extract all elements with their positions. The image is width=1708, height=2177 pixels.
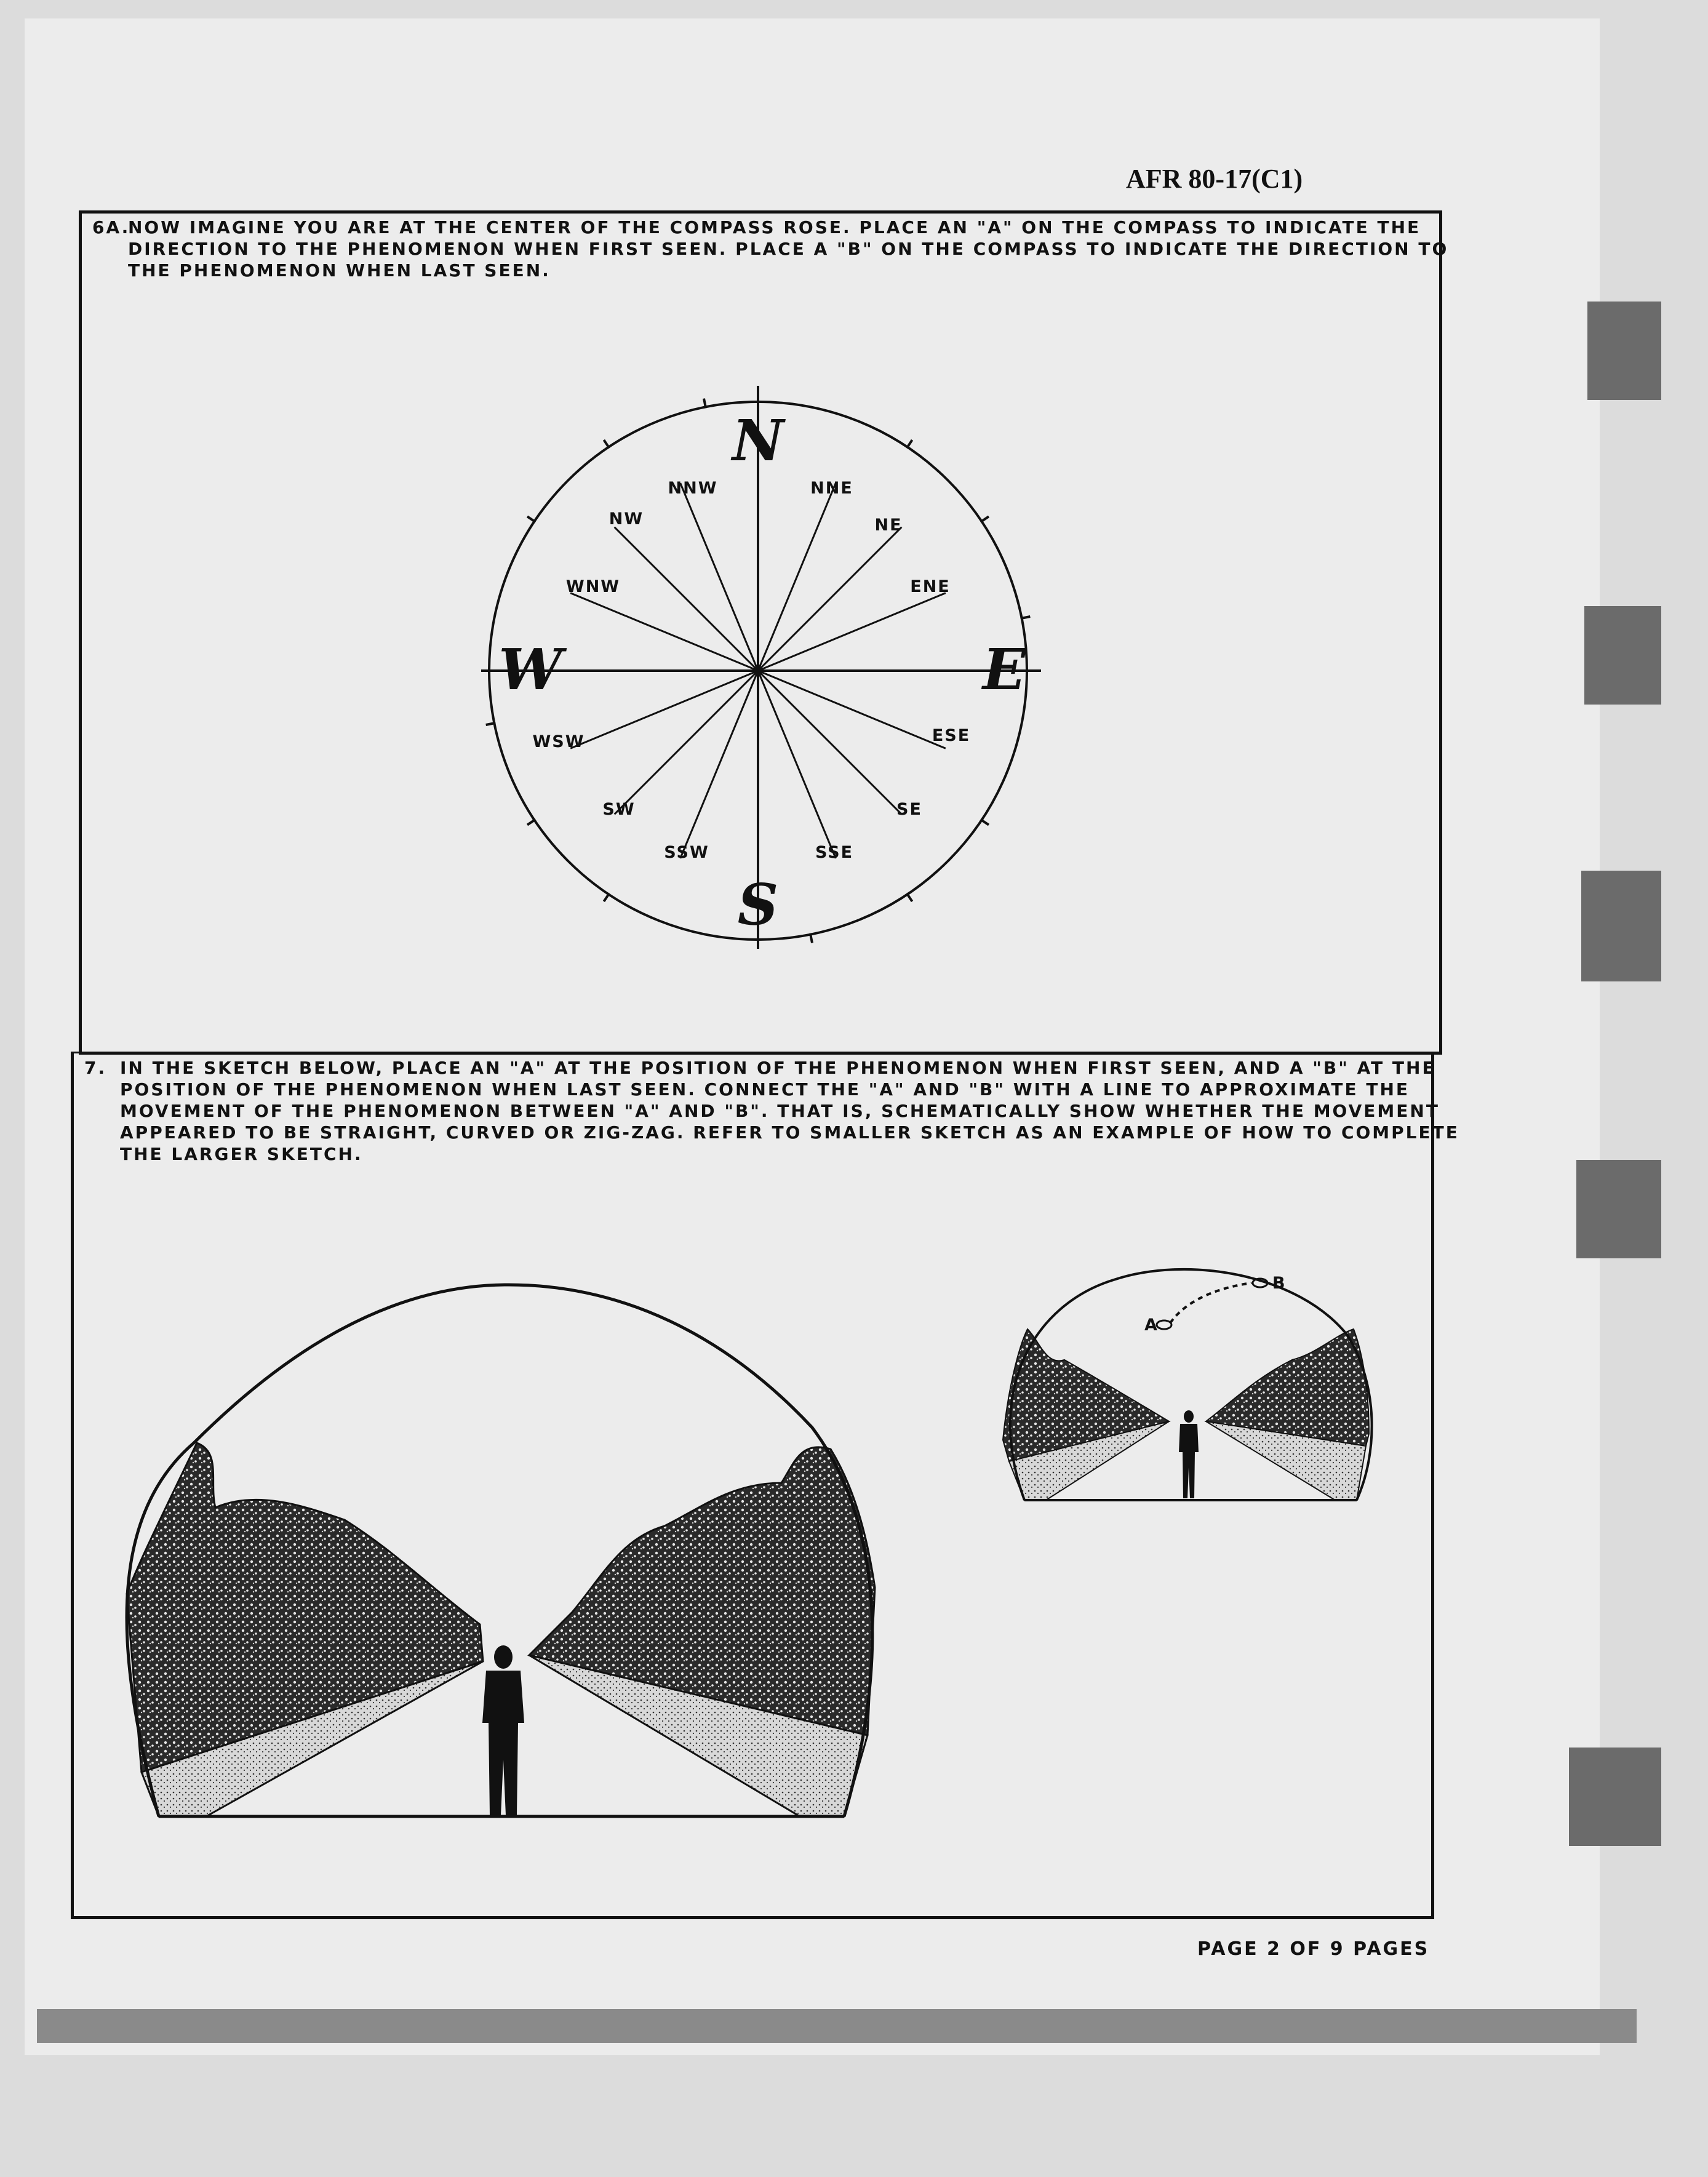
instruction-line: NOW IMAGINE YOU ARE AT THE CENTER OF THE COMPASS ROSE. PLACE AN "A" ON THE COMPASS TO INDICATE THE — [128, 217, 1421, 238]
compass-label-se: SE — [896, 800, 922, 819]
compass-label-n: N — [732, 407, 784, 474]
compass-label-ne: NE — [874, 516, 903, 535]
instruction-line: APPEARED TO BE STRAIGHT, CURVED OR ZIG-ZAG. REFER TO SMALLER SKETCH AS AN EXAMPLE OF HOW TO COMPLETE — [120, 1122, 1459, 1143]
example-label-b: B — [1272, 1274, 1287, 1293]
large-sketch[interactable] — [123, 1285, 880, 1816]
compass-label-nw: NW — [609, 509, 644, 529]
instruction-line: THE PHENOMENON WHEN LAST SEEN. — [128, 260, 551, 281]
compass-label-e: E — [982, 636, 1026, 703]
instruction-line: DIRECTION TO THE PHENOMENON WHEN FIRST SEEN. PLACE A "B" ON THE COMPASS TO INDICATE THE DIRECTION TO — [128, 239, 1449, 259]
compass-label-ssw: SSW — [664, 843, 709, 862]
instruction-line: POSITION OF THE PHENOMENON WHEN LAST SEEN. CONNECT THE "A" AND "B" WITH A LINE TO APPROXIMATE THE — [120, 1079, 1410, 1100]
compass-label-ene: ENE — [910, 577, 951, 596]
example-label-a: A — [1144, 1316, 1159, 1335]
page-number: PAGE 2 OF 9 PAGES — [1197, 1938, 1430, 1960]
compass-label-ese: ESE — [932, 726, 971, 745]
compass-label-wnw: WNW — [565, 577, 621, 596]
example-sketch — [1000, 1268, 1372, 1500]
compass-label-s: S — [737, 871, 779, 938]
form-identifier: AFR 80-17(C1) — [1126, 164, 1303, 194]
compass-label-sw: SW — [602, 800, 636, 819]
question-number: 6A. — [92, 217, 130, 238]
instruction-line: MOVEMENT OF THE PHENOMENON BETWEEN "A" AND "B". THAT IS, SCHEMATICALLY SHOW WHETHER THE MOVEMENT — [120, 1101, 1440, 1121]
compass-label-w: W — [498, 636, 562, 703]
compass-label-wsw: WSW — [532, 732, 585, 751]
compass-label-nnw: NNW — [668, 479, 718, 498]
compass-label-sse: SSE — [815, 843, 854, 862]
compass-label-nne: NNE — [810, 479, 853, 498]
instruction-line: THE LARGER SKETCH. — [120, 1144, 363, 1164]
instruction-line: IN THE SKETCH BELOW, PLACE AN "A" AT THE POSITION OF THE PHENOMENON WHEN FIRST SEEN, AND A "B" AT THE — [120, 1058, 1436, 1078]
question-number: 7. — [84, 1058, 107, 1078]
